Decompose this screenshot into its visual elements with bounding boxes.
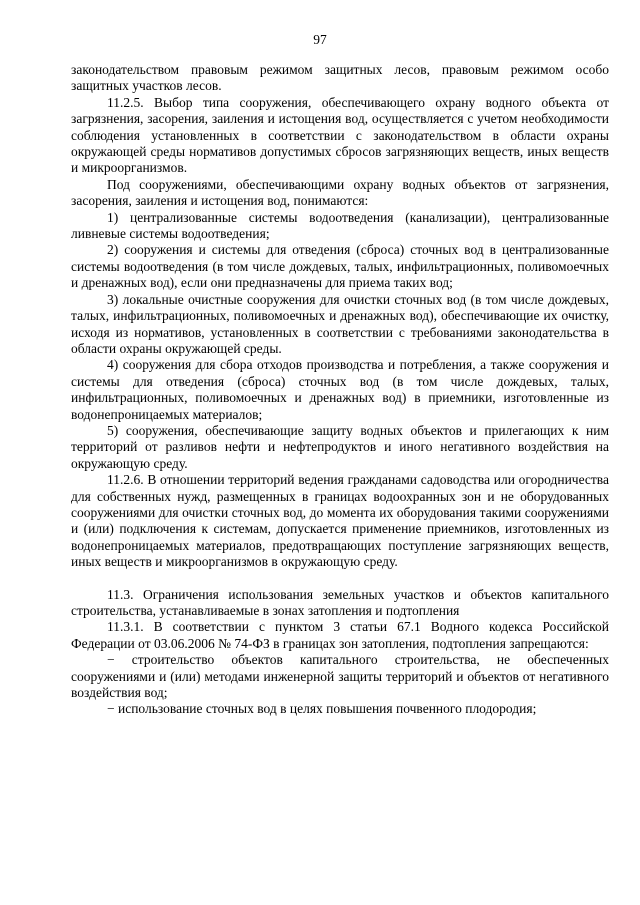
dash-item-2: − использование сточных вод в целях повышения почвенного плодородия; [107, 701, 537, 717]
list-item-5: 5) сооружения, обеспечивающие защиту водных объектов и прилегающих к ним территорий от разливов нефти и нефтепродуктов и иного негативного воздействия на окружающую среду. [71, 422, 609, 471]
paragraph-continuation: законодательством правовым режимом защитных лесов, правовым режимом особо защитных участков лесов. [71, 62, 609, 94]
list-item-3: 3) локальные очистные сооружения для очистки сточных вод (в том числе дождевых, талых, инфильтрационных, поливомоечных и дренажных вод), обеспечивающие их очистку, исходя из нормативов, установленных в соответствии с требованиями законодательства в области охраны окружающей среды. [71, 291, 609, 356]
dash-item-1: − строительство объектов капитального строительства, не обеспеченных сооружениями и (или) методами инженерной защиты территорий и объектов от негативного воздействия вод; [71, 652, 609, 701]
paragraph-11-3-1: 11.3.1. В соответствии с пунктом 3 статьи 67.1 Водного кодекса Российской Федерации от 03.06.2006 № 74-ФЗ в границах зон затопления, подтопления запрещаются: [71, 619, 609, 651]
paragraph-11-2-6: 11.2.6. В отношении территорий ведения гражданами садоводства или огородничества для собственных нужд, размещенных в границах водоохранных зон и не оборудованных сооружениями для очистки сточных вод, до момента их оборудования такими сооружениями и (или) подключения к системам, допускается применение приемников, изготовленных из водонепроницаемых материалов, предотвращающих поступление загрязняющих веществ, иных веществ и микроорганизмов в окружающую среду. [71, 472, 609, 570]
paragraph-structures-definition: Под сооружениями, обеспечивающими охрану водных объектов от загрязнения, засорения, заиления и истощения вод, понимаются: [71, 176, 609, 209]
paragraph-11-2-5: 11.2.5. Выбор типа сооружения, обеспечивающего охрану водного объекта от загрязнения, засорения, заиления и истощения вод, осуществляется с учетом необходимости соблюдения установленных в соответствии с законодательством в области охраны окружающей среды нормативов допустимых сбросов загрязняющих веществ, иных веществ и микроорганизмов. [71, 94, 609, 176]
list-item-1: 1) централизованные системы водоотведения (канализации), централизованные ливневые системы водоотведения; [71, 209, 609, 242]
page-number: 97 [313, 32, 327, 47]
document-body [71, 62, 609, 718]
section-heading-11-3: 11.3. Ограничения использования земельных участков и объектов капитального строительства, устанавливаемые в зонах затопления и подтопления [71, 586, 609, 618]
list-item-4: 4) сооружения для сбора отходов производства и потребления, а также сооружения и системы для отведения (сброса) сточных вод (в том числе дождевых, талых, инфильтрационных, поливомоечных и дренажных вод) в приемники, изготовленные из водонепроницаемых материалов; [71, 357, 609, 422]
list-item-2: 2) сооружения и системы для отведения (сброса) сточных вод в централизованные системы водоотведения (в том числе дождевых, талых, инфильтрационных, поливомоечных и дренажных вод), если они предназначены для приема таких вод; [71, 242, 609, 291]
